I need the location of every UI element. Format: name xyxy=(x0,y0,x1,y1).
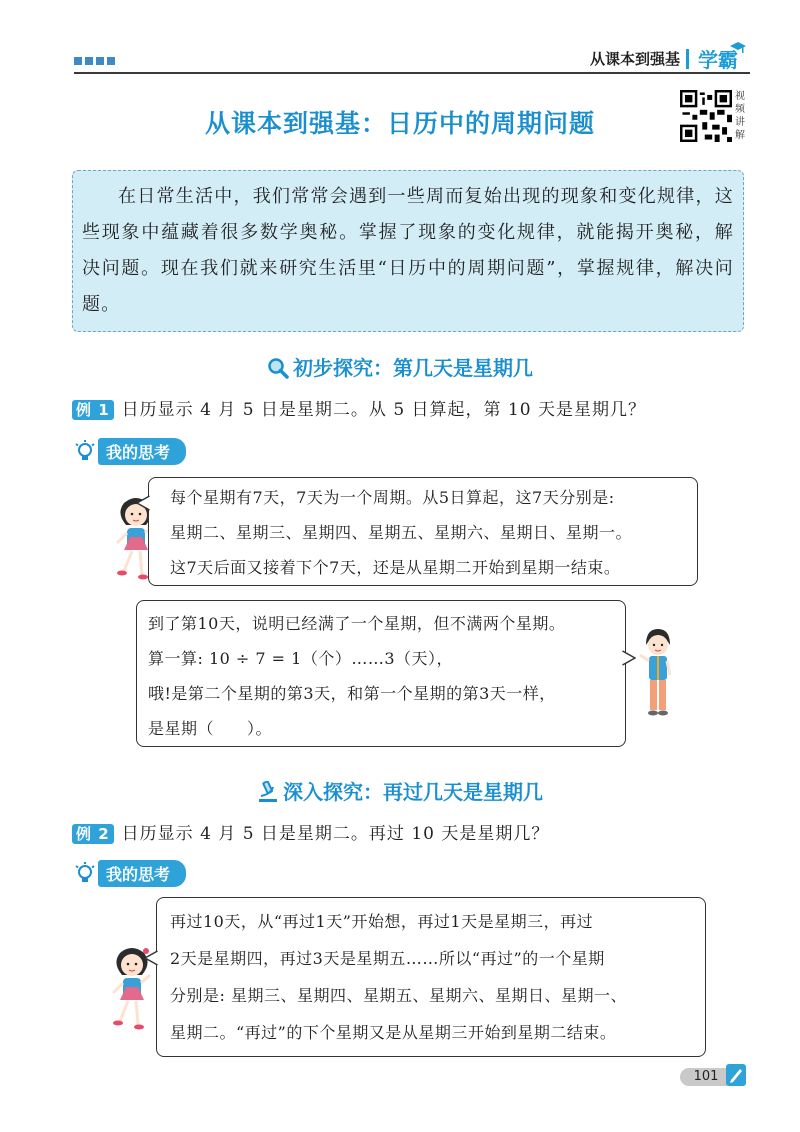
bubble3-line: 再过10天，从“再过1天”开始想，再过1天是星期三，再过 xyxy=(170,912,594,931)
bubble1-line: 这7天后面又接着下个7天，还是从星期二开始到星期一结束。 xyxy=(170,558,621,577)
magnifier-icon xyxy=(267,357,289,379)
boy-illustration xyxy=(636,625,680,725)
microscope-icon xyxy=(257,781,279,803)
bubble-pointer xyxy=(622,650,636,666)
thinking-label-1-text: 我的思考 xyxy=(98,438,186,465)
qr-code-icon[interactable] xyxy=(680,90,732,142)
thinking-bubble-1-text xyxy=(170,480,690,585)
thinking-label-1 xyxy=(74,438,186,465)
bubble-pointer xyxy=(144,950,158,966)
bubble3-line: 2天是星期四，再过3天是星期五……所以“再过”的一个星期 xyxy=(170,949,605,968)
bubble3-line: 星期二。“再过”的下个星期又是从星期三开始到星期二结束。 xyxy=(170,1023,617,1042)
header-rule xyxy=(74,72,750,74)
bubble3-line: 分别是: 星期三、星期四、星期五、星期六、星期日、星期一、 xyxy=(170,986,627,1005)
pencil-icon xyxy=(724,1062,748,1088)
bubble2-line: 算一算: 10 ÷ 7 = 1（个）……3（天）， xyxy=(148,649,454,668)
thinking-label-2 xyxy=(74,860,186,887)
header-decoration xyxy=(74,57,115,65)
thinking-bubble-2-text xyxy=(148,606,618,746)
example1-text: 日历显示 4 月 5 日是星期二。从 5 日算起，第 10 天是星期几？ xyxy=(121,400,646,420)
bubble2-line: 到了第10天，说明已经满了一个星期，但不满两个星期。 xyxy=(148,614,566,633)
header-divider xyxy=(686,49,689,69)
bubble-pointer xyxy=(136,495,150,511)
graduation-cap-icon xyxy=(730,41,746,55)
example1-tag: 例 1 xyxy=(72,400,114,420)
section2-heading-text: 深入探究：再过几天是星期几 xyxy=(283,780,543,804)
page-title: 从课本到强基：日历中的周期问题 xyxy=(204,109,595,138)
section1-heading xyxy=(0,352,800,381)
bubble1-line: 每个星期有7天，7天为一个周期。从5日算起，这7天分别是: xyxy=(170,488,615,507)
lightbulb-icon xyxy=(74,862,96,886)
intro-text: 在日常生活中，我们常常会遇到一些周而复始出现的现象和变化规律，这些现象中蕴藏着很多数学奥秘。掌握了现象的变化规律，就能揭开奥秘，解决问题。现在我们就来研究生活里“日历中的周期问题”，掌握规律，解决问题。 xyxy=(82,186,734,315)
bubble1-line: 星期二、星期三、星期四、星期五、星期六、星期日、星期一。 xyxy=(170,523,633,542)
header-series: 从课本到强基 xyxy=(589,50,680,68)
section1-heading-text: 初步探究：第几天是星期几 xyxy=(293,356,533,380)
example2-tag: 例 2 xyxy=(72,824,114,844)
example2 xyxy=(72,819,549,844)
lightbulb-icon xyxy=(74,440,96,464)
bubble2-line: 是星期（ ）。 xyxy=(148,719,273,738)
section2-heading xyxy=(0,776,800,805)
example1 xyxy=(72,395,646,420)
thinking-label-2-text: 我的思考 xyxy=(98,860,186,887)
bubble2-line: 哦!是第二个星期的第3天，和第一个星期的第3天一样， xyxy=(148,684,556,703)
example2-text: 日历显示 4 月 5 日是星期二。再过 10 天是星期几？ xyxy=(121,824,550,844)
thinking-bubble-3-text xyxy=(170,903,698,1051)
header-brand: 学霸 xyxy=(698,48,738,72)
qr-label: 视频讲解 xyxy=(735,91,745,141)
page-number: 101 xyxy=(680,1068,732,1086)
